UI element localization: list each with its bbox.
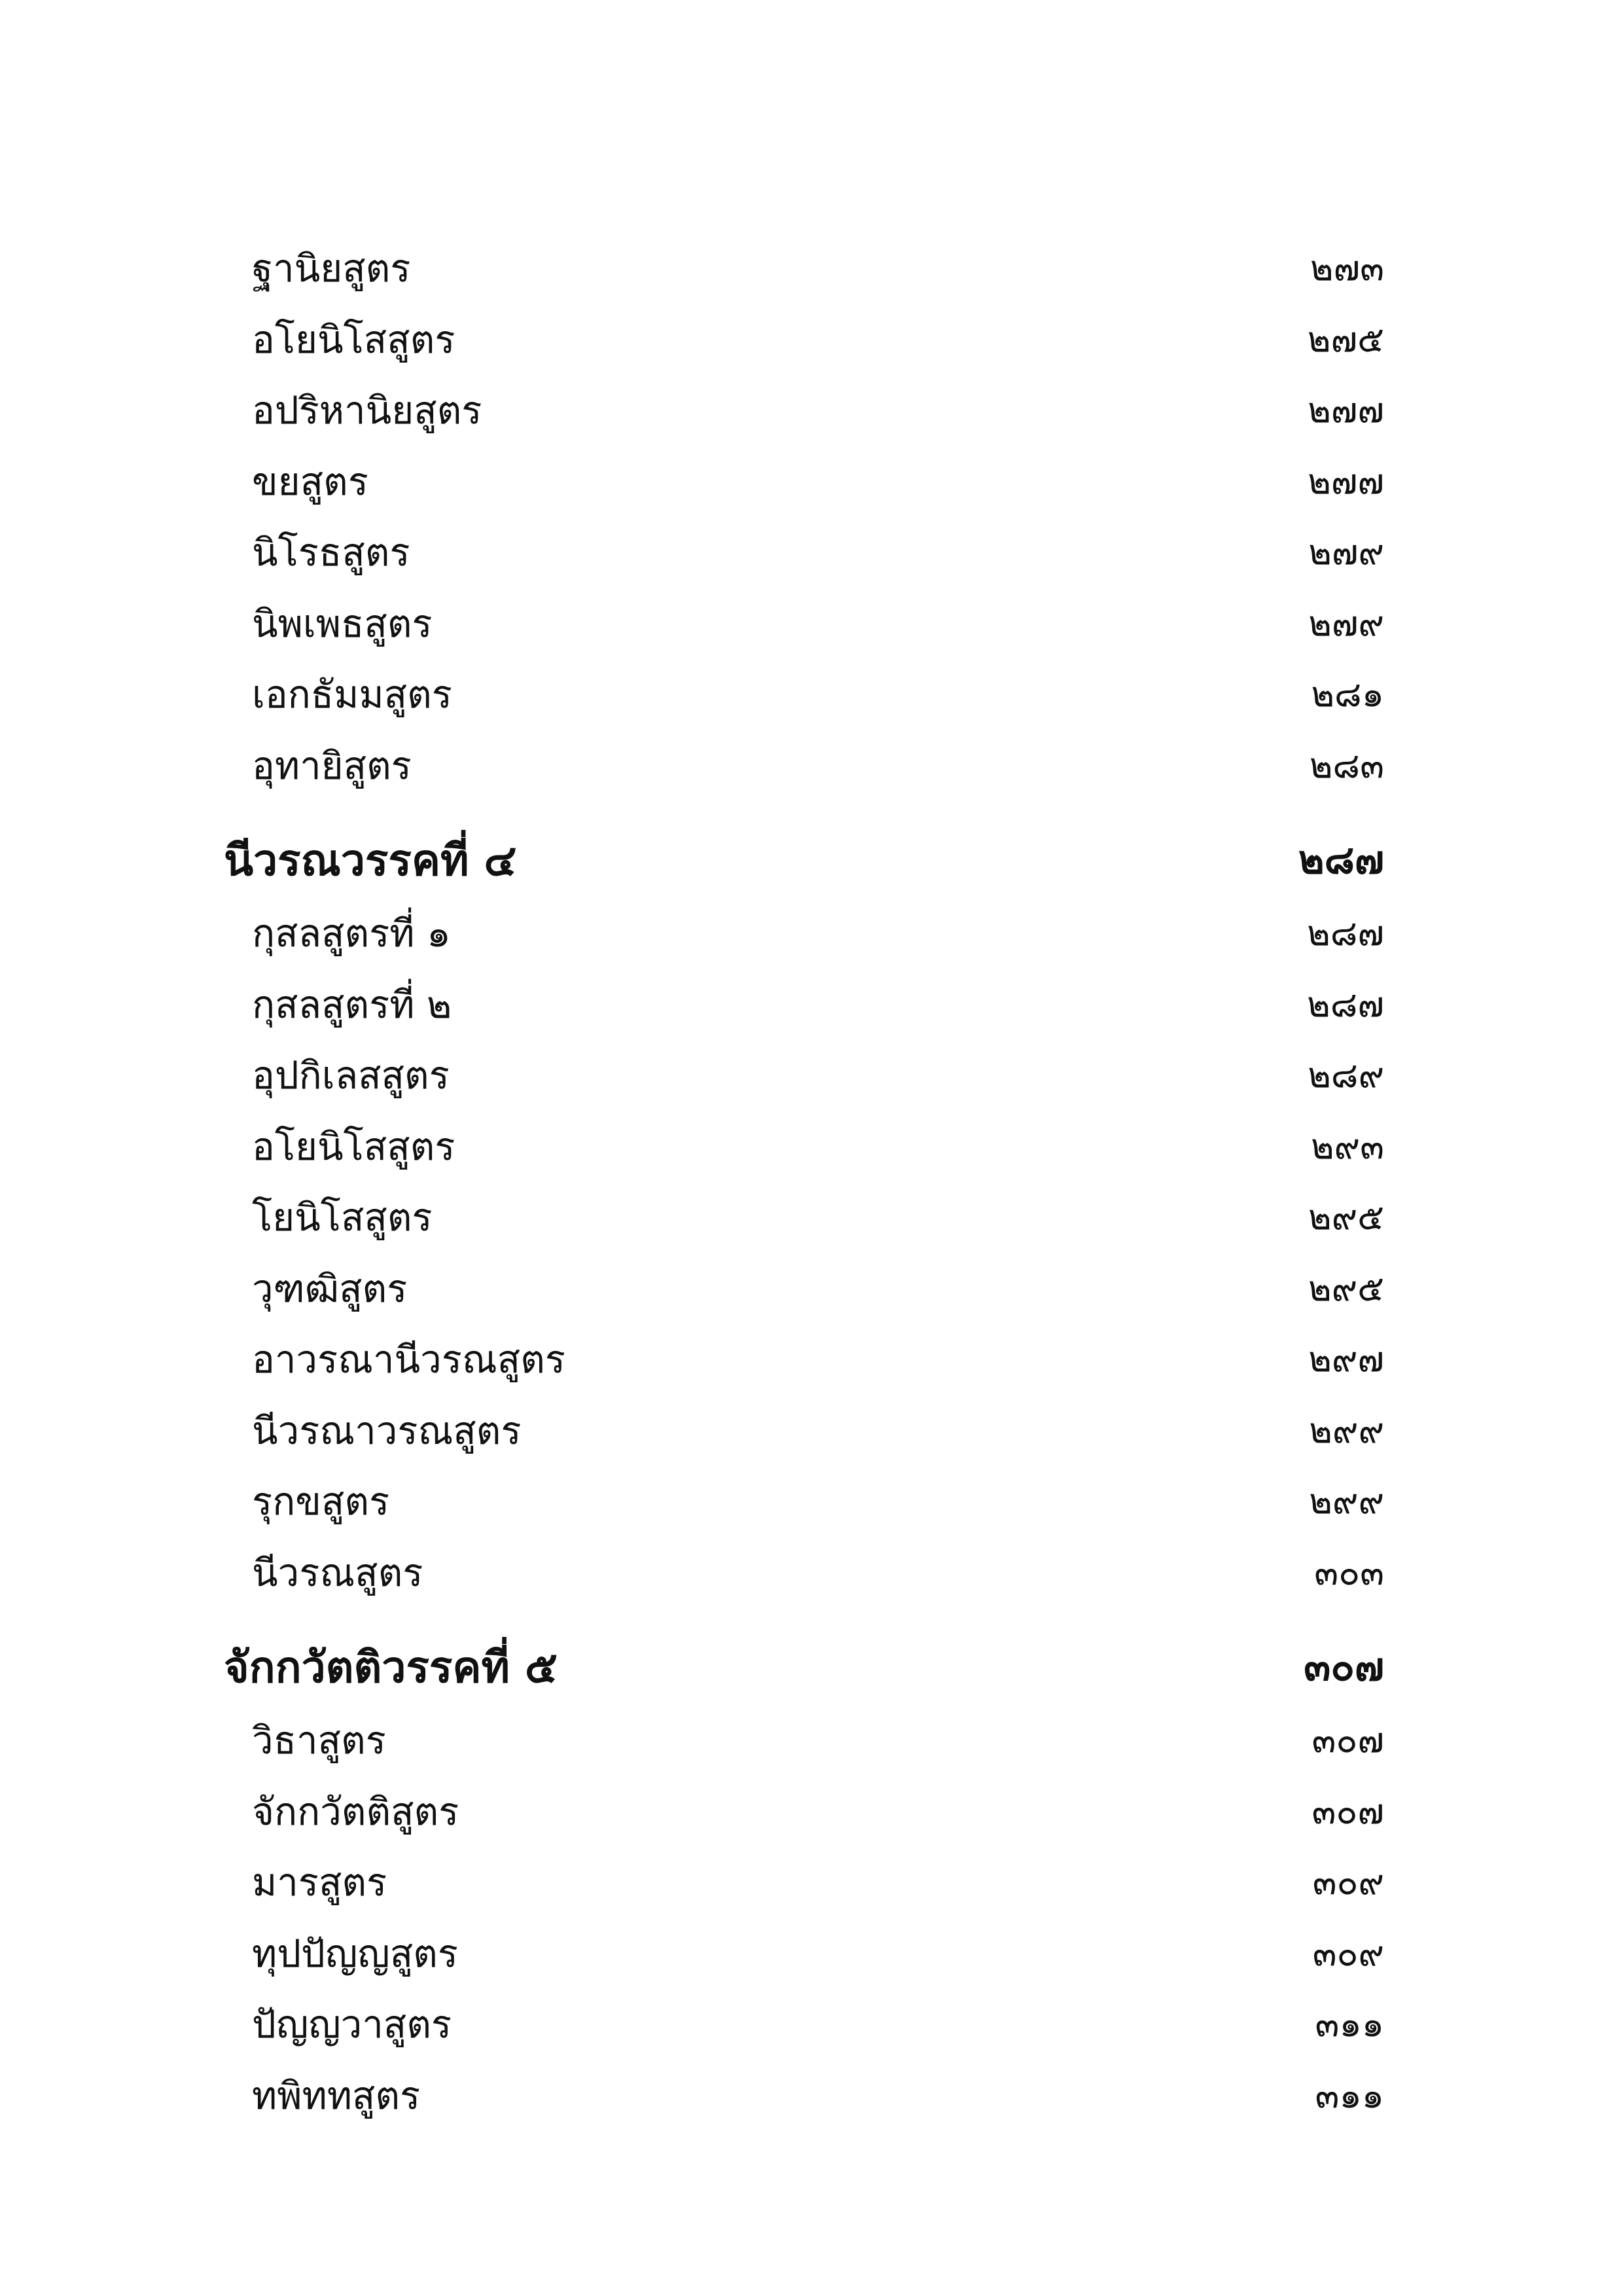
toc-entry [0, 449, 1623, 520]
section-page: ๒๘๗ [1298, 837, 1384, 883]
toc-entry [0, 733, 1623, 804]
toc-entry-page: ๒๗๙ [1308, 531, 1384, 573]
toc-entry-title: อโยนิโสสูตร [252, 1124, 455, 1169]
toc-entry [0, 1469, 1623, 1540]
toc-entry-page: ๒๗๓ [1310, 247, 1384, 289]
toc-entry [0, 1185, 1623, 1256]
toc-entry [0, 591, 1623, 662]
toc-entry-title: มารสูตร [252, 1860, 387, 1905]
toc-entry-page: ๒๗๗ [1308, 460, 1384, 502]
toc-entry-page: ๒๙๙ [1309, 1409, 1384, 1451]
toc-entry-title: โยนิโสสูตร [252, 1195, 433, 1240]
toc-entry [0, 1043, 1623, 1114]
toc-entry-title: อุปกิเลสสูตร [252, 1053, 450, 1098]
section-title: จักกวัตติวรรคที่ ๕ [224, 1641, 558, 1693]
toc-entry [0, 1327, 1623, 1398]
toc-entry [0, 520, 1623, 591]
toc-entry [0, 1256, 1623, 1327]
toc-entry-page: ๓๐๗ [1311, 1790, 1384, 1832]
toc-entry [0, 1992, 1623, 2063]
section-page: ๓๐๗ [1304, 1644, 1384, 1690]
toc-entry-page: ๓๐๙ [1312, 1932, 1384, 1974]
toc-entry-page: ๒๙๙ [1309, 1480, 1384, 1522]
toc-entry [0, 236, 1623, 307]
toc-entry-page: ๒๘๙ [1308, 1054, 1384, 1096]
toc-entry [0, 2063, 1623, 2134]
toc-entry-title: นีวรณสูตร [252, 1550, 423, 1595]
toc-entry-title: ทุปปัญญสูตร [252, 1931, 458, 1976]
toc-entry-page: ๒๙๓ [1310, 1125, 1384, 1167]
toc-entry [0, 662, 1623, 733]
toc-entry [0, 1708, 1623, 1779]
toc-entry-title: อปริหานิยสูตร [252, 388, 482, 433]
toc-entry-page: ๓๐๙ [1312, 1861, 1384, 1903]
toc-entry-title: อโยนิโสสูตร [252, 317, 455, 362]
toc-entry-page: ๒๗๙ [1308, 602, 1384, 644]
toc-entry-page: ๒๘๑ [1311, 673, 1384, 715]
toc-entry-page: ๒๗๗ [1308, 389, 1384, 431]
toc-entry-page: ๓๑๑ [1315, 2074, 1384, 2116]
toc-entry [0, 1540, 1623, 1611]
toc-entry-title: จักกวัตติสูตร [252, 1789, 459, 1834]
toc-entry [0, 1779, 1623, 1850]
toc-entry-page: ๒๗๕ [1307, 318, 1384, 360]
toc-entry-title: เอกธัมมสูตร [252, 672, 452, 717]
toc-entry-page: ๓๐๓ [1314, 1551, 1384, 1593]
toc-entry [0, 1921, 1623, 1992]
toc-section-heading [0, 1634, 1623, 1708]
toc-entry-title: นีวรณาวรณสูตร [252, 1408, 522, 1453]
toc-entry-title: รุกขสูตร [252, 1479, 390, 1524]
toc-entry-title: กุสลสูตรที่ ๑ [252, 911, 451, 956]
toc-entry [0, 378, 1623, 449]
toc-entry [0, 1114, 1623, 1185]
toc-entry-title: อาวรณานีวรณสูตร [252, 1337, 565, 1382]
toc-entry-title: วุฑฒิสูตร [252, 1266, 408, 1311]
toc-entry-title: อุทายิสูตร [252, 743, 412, 788]
toc-entry-title: ปัญญวาสูตร [252, 2002, 452, 2047]
toc-entry [0, 1398, 1623, 1469]
toc-entry-page: ๒๙๕ [1308, 1267, 1384, 1309]
toc-entry-title: กุสลสูตรที่ ๒ [252, 982, 452, 1027]
toc-entry [0, 307, 1623, 378]
toc-entry [0, 1850, 1623, 1921]
toc-entry-page: ๓๐๗ [1311, 1719, 1384, 1761]
toc-entry-page: ๒๘๗ [1307, 912, 1384, 954]
toc-entry-title: นิพเพธสูตร [252, 601, 433, 646]
toc-entry-title: วิธาสูตร [252, 1718, 386, 1763]
toc-section-heading [0, 827, 1623, 901]
toc-entry-page: ๓๑๑ [1315, 2003, 1384, 2045]
toc-entry [0, 901, 1623, 972]
toc-entry-title: นิโรธสูตร [252, 530, 410, 575]
toc-entry-page: ๒๙๗ [1308, 1338, 1384, 1380]
toc-entry [0, 972, 1623, 1043]
toc-entry-title: ขยสูตร [252, 459, 368, 504]
toc-entry-page: ๒๘๗ [1307, 983, 1384, 1025]
toc-entry-title: ฐานิยสูตร [252, 246, 411, 291]
table-of-contents [0, 236, 1623, 2134]
toc-entry-page: ๒๙๕ [1308, 1196, 1384, 1238]
section-title: นีวรณวรรคที่ ๔ [224, 834, 517, 886]
toc-entry-title: ทพิททสูตร [252, 2073, 421, 2118]
toc-entry-page: ๒๘๓ [1309, 744, 1384, 786]
